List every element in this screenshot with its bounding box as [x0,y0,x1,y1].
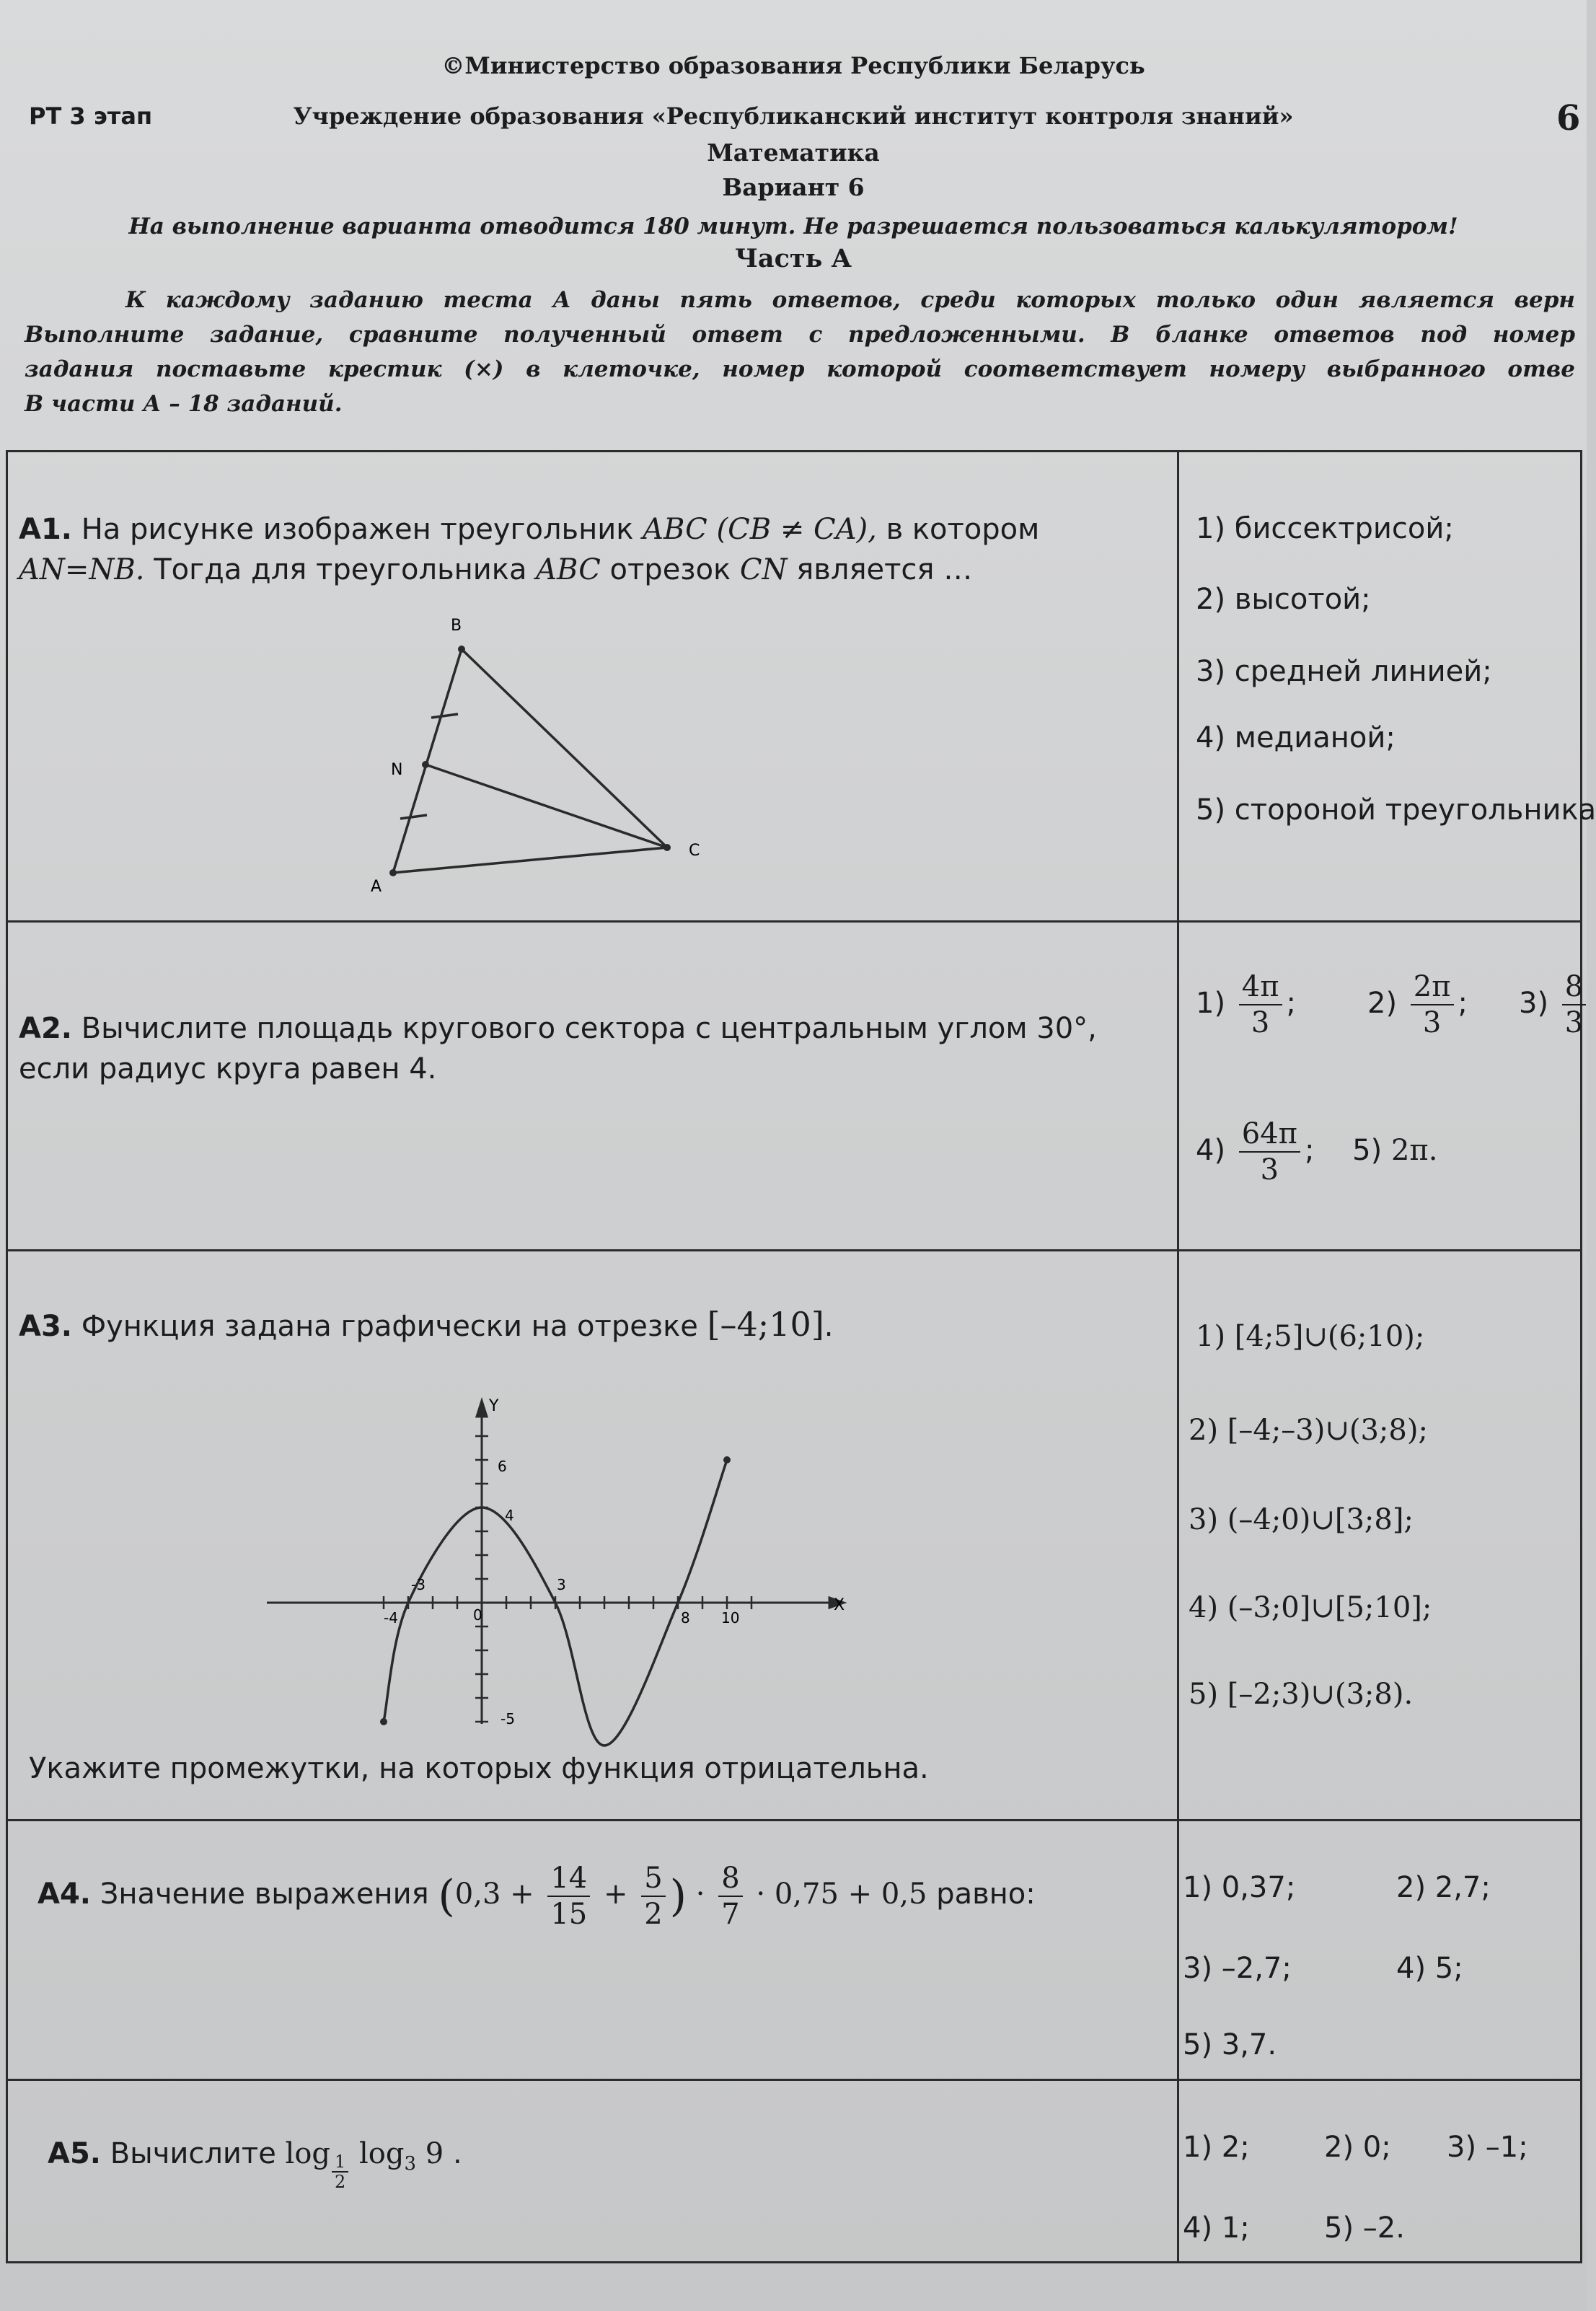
ministry-line: ©Министерство образования Республики Беларусь [441,52,1145,79]
a4-answer-1[interactable]: 1) 0,37; [1183,1871,1296,1904]
a2-answer-2[interactable]: 2) $\frac{2\pi}{3}$ ; [1367,970,1468,1039]
a5-answer-1[interactable]: 1) 2; [1183,2131,1250,2164]
tick-label-x10: 10 [721,1609,740,1626]
a2-answer-3[interactable]: 3) $\frac{8}{3}$ [1519,969,1577,1040]
task-a2-text: А2. Вычислите площадь кругового сектора с центральным углом 30°, если радиус круга равен 4. [19,1012,1097,1086]
part-title: Часть А [734,244,852,273]
a3-answer-5[interactable]: 5) [–2;3)∪(3;8). [1189,1678,1414,1711]
time-note: На выполнение варианта отводится 180 минут. Не разрешается пользоваться калькулятором! [128,214,1458,239]
task-a1-text: А1. На рисунке изображен треугольник ABC (CB ≠ CA), в котором AN=NB. Тогда для треугольника ABC отрезок CN является … [19,513,1040,586]
a4-answer-3[interactable]: 3) –2,7; [1183,1952,1292,1985]
instructions-line: В части А – 18 заданий. [25,391,343,417]
a4-expression: (0,3 + $\frac{14}{15}$ + $\frac{5}{2}$ ) · $\frac{8}{7}$ · 0,75 + 0,5 [438,1862,927,1931]
task-a4-text: А4. Значение выражения (0,3 + $\frac{14}{15}$ + $\frac{5}{2}$ ) · $\frac{8}{7}$ · 0,75 + 0,5 равно: [38,1862,1036,1931]
a5-answer-4[interactable]: 4) 1; [1183,2211,1250,2245]
row-divider [6,2079,1582,2081]
task-number: А4. [38,1878,91,1911]
a5-answer-3[interactable]: 3) –1; [1447,2131,1528,2164]
a3-answer-4[interactable]: 4) (–3;0]∪[5;10]; [1189,1591,1432,1624]
a4-answer-5[interactable]: 5) 3,7. [1183,2028,1277,2061]
a4-answer-2[interactable]: 2) 2,7; [1396,1871,1491,1904]
vertex-a-label: A [371,878,382,896]
tick-label-ym5: -5 [501,1710,515,1727]
tick-label-x3: 3 [557,1576,566,1593]
tick-label-x8: 8 [681,1609,690,1626]
x-axis-label: X [834,1596,845,1614]
tick-label-x0: 0 [473,1606,482,1624]
instructions-line: К каждому заданию теста А даны пять ответов, среди которых только один является верн [125,287,1575,313]
subject-title: Математика [707,138,880,167]
instructions-line: задания поставьте крестик (×) в клеточке, номер которой соответствует номеру выбранного отве [25,356,1575,382]
point-n-label: N [391,761,403,779]
vertex-c-label: C [689,842,700,860]
a1-answer-4[interactable]: 4) медианой; [1196,721,1396,754]
y-axis-label: Y [489,1397,499,1415]
a2-answer-4[interactable]: 4) $\frac{64\pi}{3}$ ; 5) 2π. [1196,1117,1438,1187]
curve-start-point [380,1718,387,1725]
a5-answer-5[interactable]: 5) –2. [1324,2211,1405,2245]
a5-answer-2[interactable]: 2) 0; [1324,2131,1391,2164]
instructions [25,283,1575,421]
variant-title: Вариант 6 [722,173,865,201]
task-a5-text: А5. Вычислите log $\frac{1}{2}$ $\log_3 9$ . [48,2137,462,2192]
instructions-line: Выполните задание, сравните полученный ответ с предложенными. В бланке ответов под номер [25,322,1575,348]
vertex-b-label: B [451,617,462,635]
a1-answer-5[interactable]: 5) стороной треугольника [1196,793,1596,827]
a1-answer-2[interactable]: 2) высотой; [1196,583,1371,616]
a5-expression: log $\frac{1}{2}$ $\log_3 9$ [285,2137,444,2192]
column-divider [1177,450,1179,2263]
task-number: А5. [48,2137,101,2170]
tick-label-xm4: -4 [384,1609,398,1626]
page-number: 6 [1556,98,1581,138]
a4-answer-4[interactable]: 4) 5; [1396,1952,1463,1985]
y-axis-arrow [477,1401,487,1417]
tick-label-y6: 6 [498,1458,507,1475]
stage-label: РТ 3 этап [29,102,153,130]
function-graph [260,1385,851,1760]
row-divider [6,1819,1582,1821]
task-number: А1. [19,513,72,546]
a2-answer-1[interactable]: 1) $\frac{4\pi}{3}$ ; [1196,970,1297,1039]
a1-answer-3[interactable]: 3) средней линией; [1196,655,1492,688]
triangle-figure [361,606,736,909]
tick-label-xm3: -3 [411,1576,426,1593]
a3-answer-3[interactable]: 3) (–4;0)∪[3;8]; [1189,1503,1414,1536]
row-divider [6,920,1582,923]
a3-answer-2[interactable]: 2) [–4;–3)∪(3;8); [1189,1414,1428,1447]
institution-line: Учреждение образования «Республиканский институт контроля знаний» [293,102,1294,130]
task-a3-text: А3. Функция задана графически на отрезке [–4;10]. [19,1305,834,1344]
row-divider [6,1249,1582,1251]
task-number: А2. [19,1012,72,1045]
curve-end-point [723,1456,731,1463]
task-number: А3. [19,1310,72,1343]
tick-label-y4: 4 [505,1507,514,1524]
task-a3-question: Укажите промежутки, на которых функция отрицательна. [29,1752,929,1785]
a3-answer-1[interactable]: 1) [4;5]∪(6;10); [1196,1320,1425,1353]
a1-answer-1[interactable]: 1) биссектрисой; [1196,512,1454,545]
